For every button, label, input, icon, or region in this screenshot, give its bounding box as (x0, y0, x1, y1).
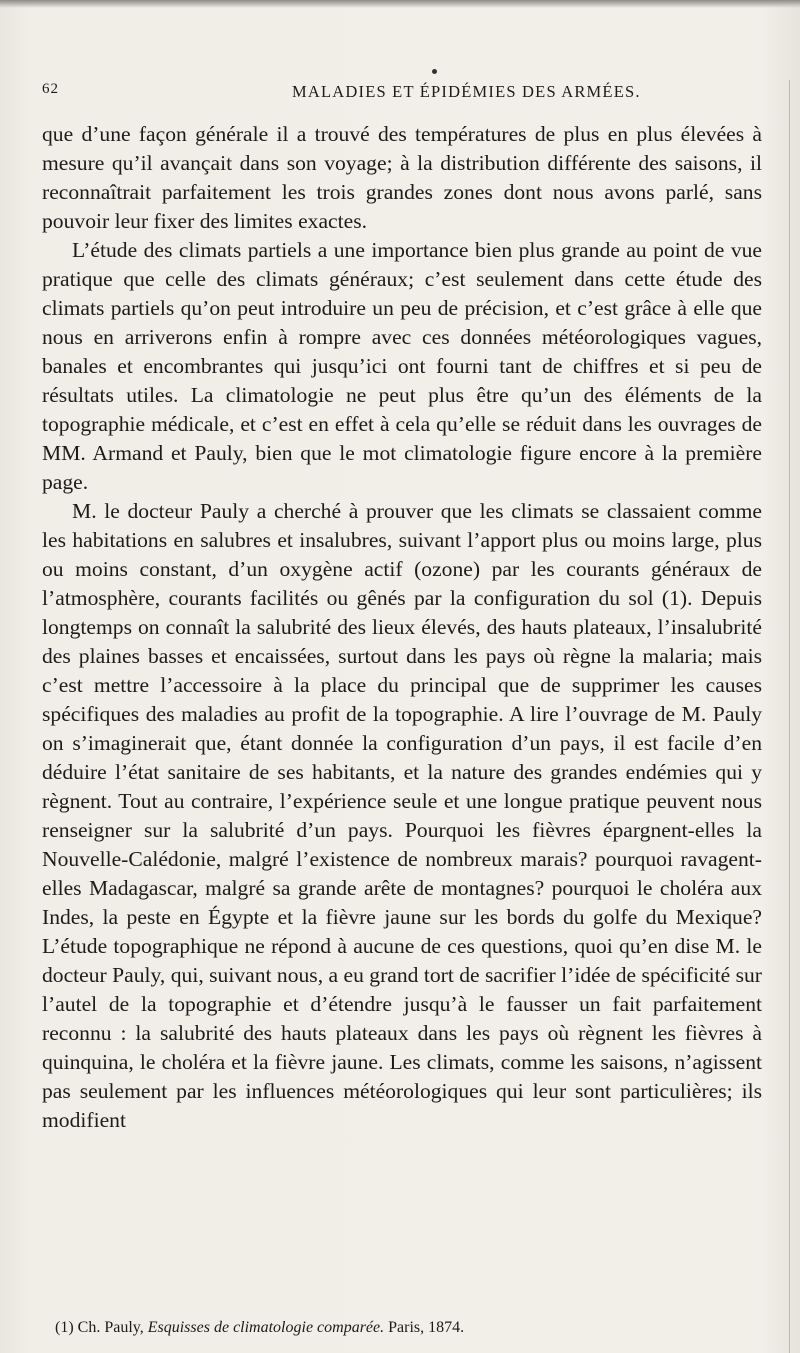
footnote-title: Esquisses de climatologie comparée. (147, 1319, 385, 1336)
ornament-dot-icon (432, 69, 437, 74)
footnote (55, 1319, 760, 1337)
body-text (42, 120, 762, 1135)
page-header (42, 81, 762, 107)
footnote-marker: (1) (55, 1319, 74, 1336)
paragraph-climats-partiels: L’étude des climats partiels a une importance bien plus grande au point de vue pratique que celle des climats généraux; c’est seulement dans cette étude des climats partiels qu’on peut introduire un peu de précision, et c’est grâce à elle que nous en arriverons enfin à rompre avec ces données météorologiques vagues, banales et encombrantes qui jusqu’ici ont fourni tant de chiffres et si peu de résultats utiles. La climatologie ne peut plus être qu’un des éléments de la topographie médicale, et c’est en effet à cela qu’elle se réduit dans les ouvrages de MM. Armand et Pauly, bien que le mot climatologie figure encore à la première page. (42, 238, 762, 494)
paragraph-docteur-pauly: M. le docteur Pauly a cherché à prouver que les climats se classaient comme les habitations en salubres et insalubres, suivant l’apport plus ou moins large, plus ou moins constant, d’un oxygène actif (ozone) par les courants généraux de l’atmosphère, courants facilités ou gênés par la configuration du sol (1). Depuis longtemps on connaît la salubrité des lieux élevés, des hauts plateaux, l’insalubrité des plaines basses et encaissées, surtout dans les pays où règne la malaria; mais c’est mettre l’accessoire à la place du principal que de supprimer les causes spécifiques des maladies au profit de la topographie. A lire l’ouvrage de M. Pauly on s’imaginerait que, étant donnée la configuration d’un pays, il est facile d’en déduire l’état sanitaire de ses habitants, et la nature des grandes endémies qui y règnent. Tout au contraire, l’expérience seule et une longue pratique peuvent nous renseigner sur la salubrité d’un pays. Pourquoi les fièvres épargnent-elles la Nouvelle-Calédonie, malgré l’existence de nombreux marais? pourquoi ravagent-elles Madagascar, malgré sa grande arête de montagnes? pourquoi le choléra aux Indes, la peste en Égypte et la fièvre jaune sur les bords du golfe du Mexique? L’étude topographique ne répond à aucune de ces questions, quoi qu’en dise M. le docteur Pauly, qui, suivant nous, a eu grand tort de sacrifier l’idée de spécificité sur l’autel de la topographie et d’étendre jusqu’à le fausser un fait parfaitement reconnu : la salubrité des hauts plateaux dans les pays où règnent les fièvres à quinquina, le choléra et la fièvre jaune. Les climats, comme les saisons, n’agissent pas seulement par les influences météorologiques qui leur sont particulières; ils modifient (42, 499, 762, 1132)
page-number: 62 (42, 81, 59, 97)
page-top-edge (0, 0, 800, 8)
running-title: MALADIES ET ÉPIDÉMIES DES ARMÉES. (292, 82, 641, 101)
page-fold-line (789, 80, 790, 1353)
footnote-author: Ch. Pauly, (77, 1319, 144, 1336)
footnote-place-date: Paris, 1874. (388, 1319, 465, 1336)
paragraph-continued: que d’une façon générale il a trouvé des températures de plus en plus élevées à mesure qu’il avançait dans son voyage; à la distribution différente des saisons, il reconnaîtrait parfaitement les trois grandes zones dont nous avons parlé, sans pouvoir leur fixer des limites exactes. (42, 122, 762, 233)
